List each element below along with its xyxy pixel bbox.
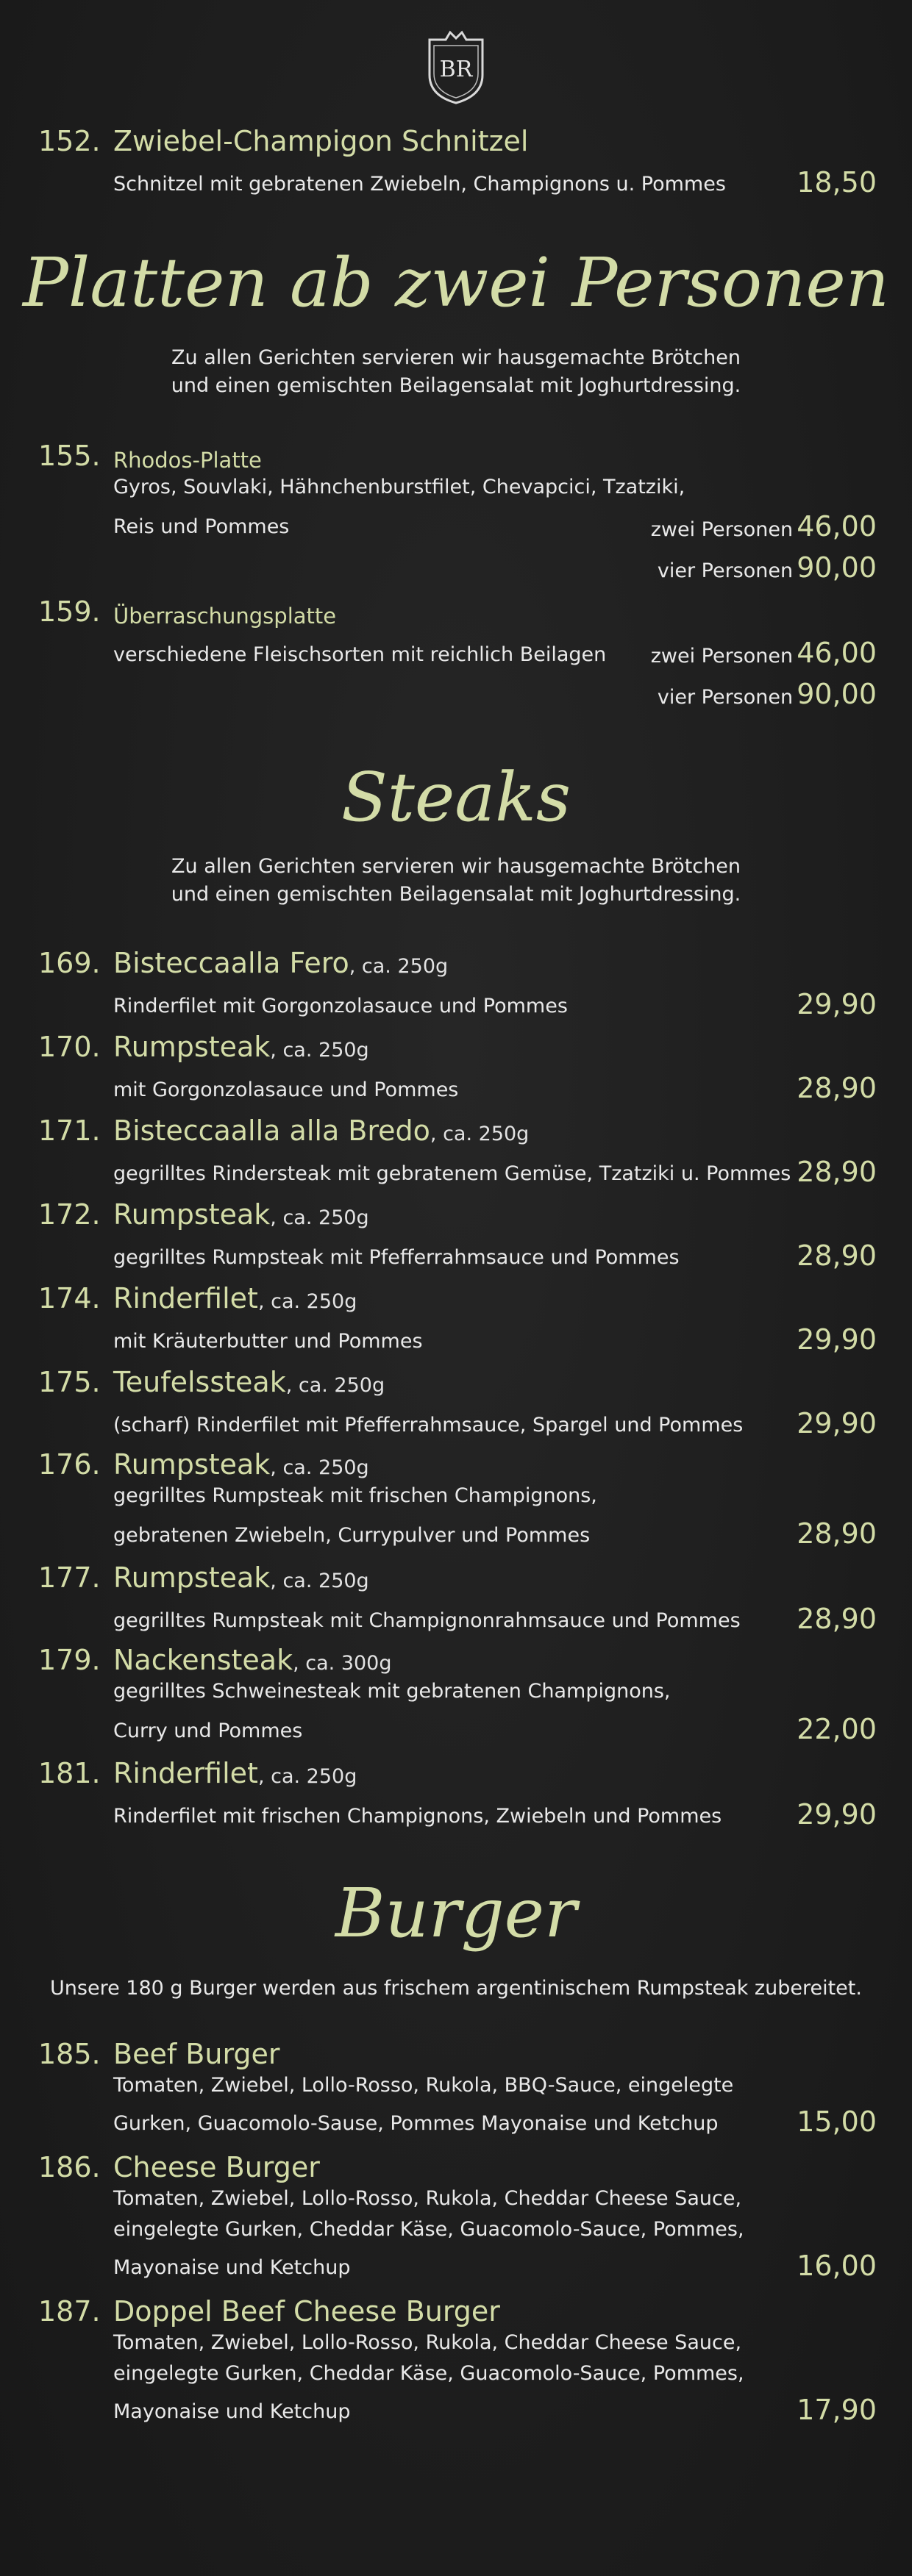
item-price: 29,90 xyxy=(797,1323,877,1356)
item-size: , ca. 250g xyxy=(270,1456,369,1479)
item-title-text: Bisteccaalla Fero xyxy=(113,947,349,979)
item-number: 181. xyxy=(38,1757,101,1789)
item-number: 177. xyxy=(38,1561,101,1594)
item-size: , ca. 250g xyxy=(257,1290,357,1313)
item-size: , ca. 250g xyxy=(270,1039,369,1062)
item-description: gebratenen Zwiebeln, Currypulver und Pommes xyxy=(113,1524,591,1547)
item-title: Cheese Burger xyxy=(113,2151,320,2183)
item-price: 17,90 xyxy=(797,2394,877,2426)
item-description: gegrilltes Rumpsteak mit Champignonrahmsauce und Pommes xyxy=(113,1609,741,1632)
item-number: 186. xyxy=(38,2151,101,2183)
price-label: vier Personen xyxy=(657,559,794,582)
item-description: Tomaten, Zwiebel, Lollo-Rosso, Rukola, Cheddar Cheese Sauce, xyxy=(113,2187,742,2210)
item-number: 176. xyxy=(38,1448,101,1481)
item-size: , ca. 250g xyxy=(257,1765,357,1788)
item-number: 175. xyxy=(38,1366,101,1398)
item-title-text: Rinderfilet xyxy=(113,1282,258,1314)
price-label: zwei Personen xyxy=(650,518,794,541)
menu-item xyxy=(38,1197,877,1278)
item-title xyxy=(113,1642,392,1681)
item-number: 170. xyxy=(38,1031,101,1063)
item-price: 28,90 xyxy=(797,1156,877,1188)
menu-item xyxy=(38,1113,877,1194)
item-number: 174. xyxy=(38,1282,101,1314)
item-title: Rhodos-Platte xyxy=(113,448,262,473)
intro-line: Unsere 180 g Burger werden aus frischem argentinischem Rumpsteak zubereitet. xyxy=(50,1977,862,2000)
item-price: 15,00 xyxy=(797,2105,877,2138)
item-size: , ca. 250g xyxy=(430,1123,530,1145)
price-amount: 46,00 xyxy=(797,637,877,669)
intro-line: und einen gemischten Beilagensalat mit Joghurtdressing. xyxy=(171,883,741,906)
logo-monogram: BR xyxy=(439,57,473,82)
price-label: zwei Personen xyxy=(650,645,794,668)
item-title xyxy=(113,1447,369,1486)
item-price: 28,90 xyxy=(797,1072,877,1104)
item-number: 179. xyxy=(38,1644,101,1676)
item-price: 29,90 xyxy=(797,1407,877,1439)
item-title-text: Rumpsteak xyxy=(113,1448,271,1481)
item-price-two-persons xyxy=(651,637,877,675)
item-description: Mayonaise und Ketchup xyxy=(113,2400,351,2423)
item-description: mit Kräuterbutter und Pommes xyxy=(113,1330,423,1353)
item-title xyxy=(113,1560,369,1599)
item-number: 187. xyxy=(38,2295,101,2328)
price-amount: 90,00 xyxy=(797,678,877,710)
item-size: , ca. 250g xyxy=(270,1570,369,1592)
section-heading-steaks: Steaks xyxy=(341,758,571,837)
section-intro-steaks xyxy=(0,853,912,909)
item-description: gegrilltes Rumpsteak mit frischen Champignons, xyxy=(113,1484,597,1507)
menu-item xyxy=(38,1447,877,1557)
item-price: 18,50 xyxy=(797,166,877,198)
item-description: Gyros, Souvlaki, Hähnchenburstfilet, Chevapcici, Tzatziki, xyxy=(113,476,685,498)
restaurant-logo xyxy=(424,29,488,106)
menu-item xyxy=(38,1281,877,1362)
price-label: vier Personen xyxy=(657,686,794,709)
intro-line: und einen gemischten Beilagensalat mit Joghurtdressing. xyxy=(171,374,741,397)
item-title xyxy=(113,1113,529,1152)
item-description: Schnitzel mit gebratenen Zwiebeln, Champignons u. Pommes xyxy=(113,173,726,196)
item-title-text: Rumpsteak xyxy=(113,1561,271,1594)
item-number: 155. xyxy=(38,440,101,472)
item-description: Rinderfilet mit Gorgonzolasauce und Pommes xyxy=(113,995,568,1017)
item-price: 29,90 xyxy=(797,988,877,1020)
item-title-text: Rumpsteak xyxy=(113,1198,271,1231)
item-title-text: Nackensteak xyxy=(113,1644,293,1676)
item-title-text: Teufelssteak xyxy=(113,1366,286,1398)
item-description: Gurken, Guacomolo-Sause, Pommes Mayonaise und Ketchup xyxy=(113,2112,719,2135)
item-title xyxy=(113,1281,357,1320)
menu-item xyxy=(38,1029,877,1110)
item-description: (scharf) Rinderfilet mit Pfefferrahmsauce, Spargel und Pommes xyxy=(113,1414,744,1437)
item-number: 185. xyxy=(38,2038,101,2070)
section-intro-platten xyxy=(0,344,912,400)
item-description: gegrilltes Schweinesteak mit gebratenen Champignons, xyxy=(113,1680,671,1703)
item-number: 169. xyxy=(38,947,101,979)
item-description: verschiedene Fleischsorten mit reichlich Beilagen xyxy=(113,643,607,666)
menu-item xyxy=(38,2036,877,2147)
item-description: eingelegte Gurken, Cheddar Käse, Guacomolo-Sauce, Pommes, xyxy=(113,2362,744,2385)
item-number: 172. xyxy=(38,1198,101,1231)
item-description: mit Gorgonzolasauce und Pommes xyxy=(113,1078,459,1101)
section-heading-burger: Burger xyxy=(335,1874,577,1953)
item-description: Rinderfilet mit frischen Champignons, Zwiebeln und Pommes xyxy=(113,1805,722,1828)
item-size: , ca. 300g xyxy=(293,1652,392,1675)
item-title: Überraschungsplatte xyxy=(113,604,337,629)
item-title-text: Rumpsteak xyxy=(113,1031,271,1063)
item-title xyxy=(113,945,448,984)
menu-item xyxy=(38,438,877,593)
item-description: gegrilltes Rindersteak mit gebratenem Gemüse, Tzatziki u. Pommes xyxy=(113,1162,791,1185)
item-number: 159. xyxy=(38,595,101,628)
item-description: Mayonaise und Ketchup xyxy=(113,2256,351,2279)
menu-item xyxy=(38,594,877,726)
section-intro-burger xyxy=(0,1975,912,2003)
item-description: Tomaten, Zwiebel, Lollo-Rosso, Rukola, Cheddar Cheese Sauce, xyxy=(113,2331,742,2354)
intro-line: Zu allen Gerichten servieren wir hausgemachte Brötchen xyxy=(171,346,741,369)
item-title xyxy=(113,1197,369,1236)
section-heading-platten: Platten ab zwei Personen xyxy=(22,243,890,322)
item-number: 171. xyxy=(38,1115,101,1147)
item-description: eingelegte Gurken, Cheddar Käse, Guacomolo-Sauce, Pommes, xyxy=(113,2218,744,2241)
item-price: 16,00 xyxy=(797,2250,877,2282)
item-title xyxy=(113,1029,369,1068)
item-description: Reis und Pommes xyxy=(113,515,290,538)
item-description: Curry und Pommes xyxy=(113,1720,303,1742)
item-size: , ca. 250g xyxy=(285,1374,385,1397)
item-title xyxy=(113,1756,357,1795)
item-price: 28,90 xyxy=(797,1239,877,1272)
menu-item xyxy=(38,945,877,1026)
item-size: , ca. 250g xyxy=(270,1206,369,1229)
intro-line: Zu allen Gerichten servieren wir hausgemachte Brötchen xyxy=(171,855,741,878)
menu-item xyxy=(38,1642,877,1753)
menu-item xyxy=(38,2150,877,2289)
menu-item xyxy=(38,1364,877,1445)
item-number: 152. xyxy=(38,125,101,157)
item-price-two-persons xyxy=(651,510,877,548)
item-title-text: Rinderfilet xyxy=(113,1757,258,1789)
menu-item xyxy=(38,124,877,197)
item-price: 29,90 xyxy=(797,1798,877,1831)
item-title: Zwiebel-Champigon Schnitzel xyxy=(113,125,529,157)
price-amount: 46,00 xyxy=(797,510,877,543)
item-title: Doppel Beef Cheese Burger xyxy=(113,2295,500,2328)
item-price: 22,00 xyxy=(797,1713,877,1745)
menu-item xyxy=(38,1560,877,1641)
item-description: Tomaten, Zwiebel, Lollo-Rosso, Rukola, BBQ-Sauce, eingelegte xyxy=(113,2074,734,2097)
item-title-text: Bisteccaalla alla Bredo xyxy=(113,1115,430,1147)
price-amount: 90,00 xyxy=(797,551,877,584)
item-title: Beef Burger xyxy=(113,2038,280,2070)
item-price-four-persons xyxy=(658,551,877,590)
item-size: , ca. 250g xyxy=(349,955,449,978)
menu-item xyxy=(38,2294,877,2433)
item-price-four-persons xyxy=(658,678,877,716)
item-price: 28,90 xyxy=(797,1603,877,1635)
item-price: 28,90 xyxy=(797,1517,877,1550)
menu-item xyxy=(38,1756,877,1836)
item-description: gegrilltes Rumpsteak mit Pfefferrahmsauce und Pommes xyxy=(113,1246,680,1269)
item-title xyxy=(113,1364,385,1403)
